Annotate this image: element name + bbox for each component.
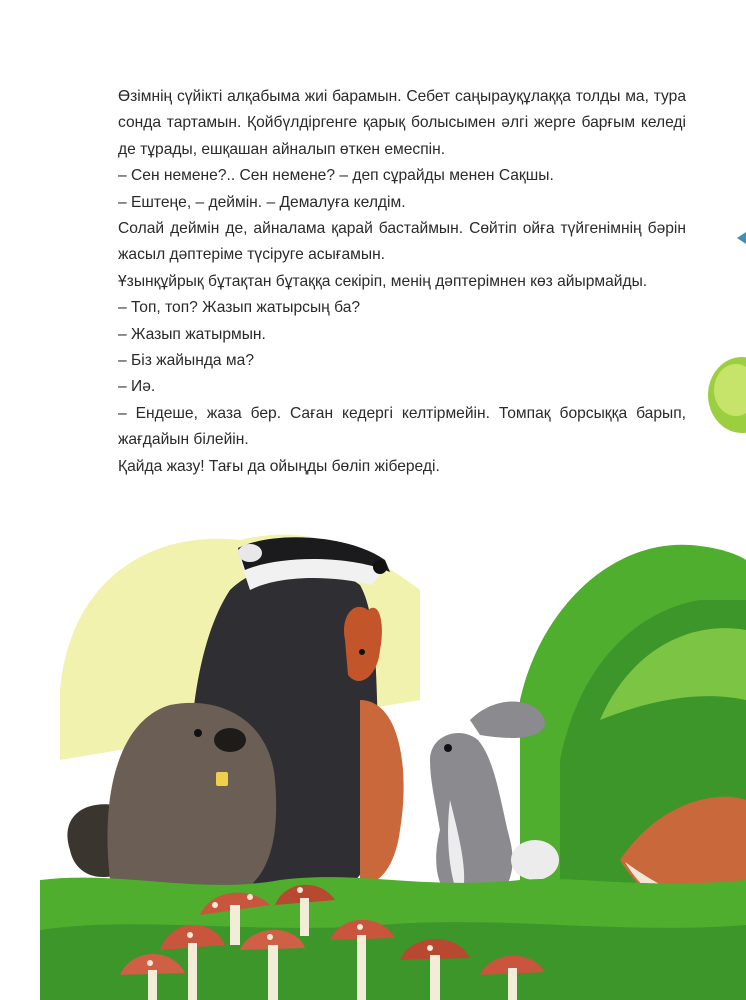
story-text xyxy=(118,84,686,480)
paragraph: – Топ, топ? Жазып жатырсың ба? xyxy=(118,299,361,317)
paragraph: – Жазып жатырмын. xyxy=(118,325,266,343)
edge-leaf-icon xyxy=(737,232,746,244)
paragraph: Қайда жазу! Тағы да ойыңды бөліп жібереді. xyxy=(118,457,440,475)
paragraph: Өзімнің сүйікті алқабыма жиі барамын. Себет саңырауқұлаққа толды ма, тура сонда тартамын. Қойбүлдіргенге қарық болысымен әлгі жерге барғым келеді де тұрады, ешқашан айналып өткен емеспін. xyxy=(118,88,686,158)
bush-icon xyxy=(708,357,746,433)
paragraph: Солай деймін де, айналама қарай бастаймын. Сөйтіп ойға түйгенімнің бәрін жасыл дәптеріме түсіруге асығамын. xyxy=(118,220,686,264)
paragraph: – Ендеше, жаза бер. Саған кедергі келтірмейін. Томпақ борсыққа барып, жағдайын білейін. xyxy=(118,404,686,449)
paragraph: – Сен немене?.. Сен немене? – деп сұрайды менен Сақшы. xyxy=(118,167,554,185)
paragraph: Ұзынқұйрық бұтақтан бұтаққа секіріп, менің дәптерімнен көз айырмайды. xyxy=(118,272,648,290)
paragraph: – Біз жайында ма? xyxy=(118,352,254,370)
paragraph: – Иә. xyxy=(118,378,156,396)
grass-icon xyxy=(40,877,746,1000)
paragraph: – Ештеңе, – деймін. – Демалуға келдім. xyxy=(118,193,406,211)
